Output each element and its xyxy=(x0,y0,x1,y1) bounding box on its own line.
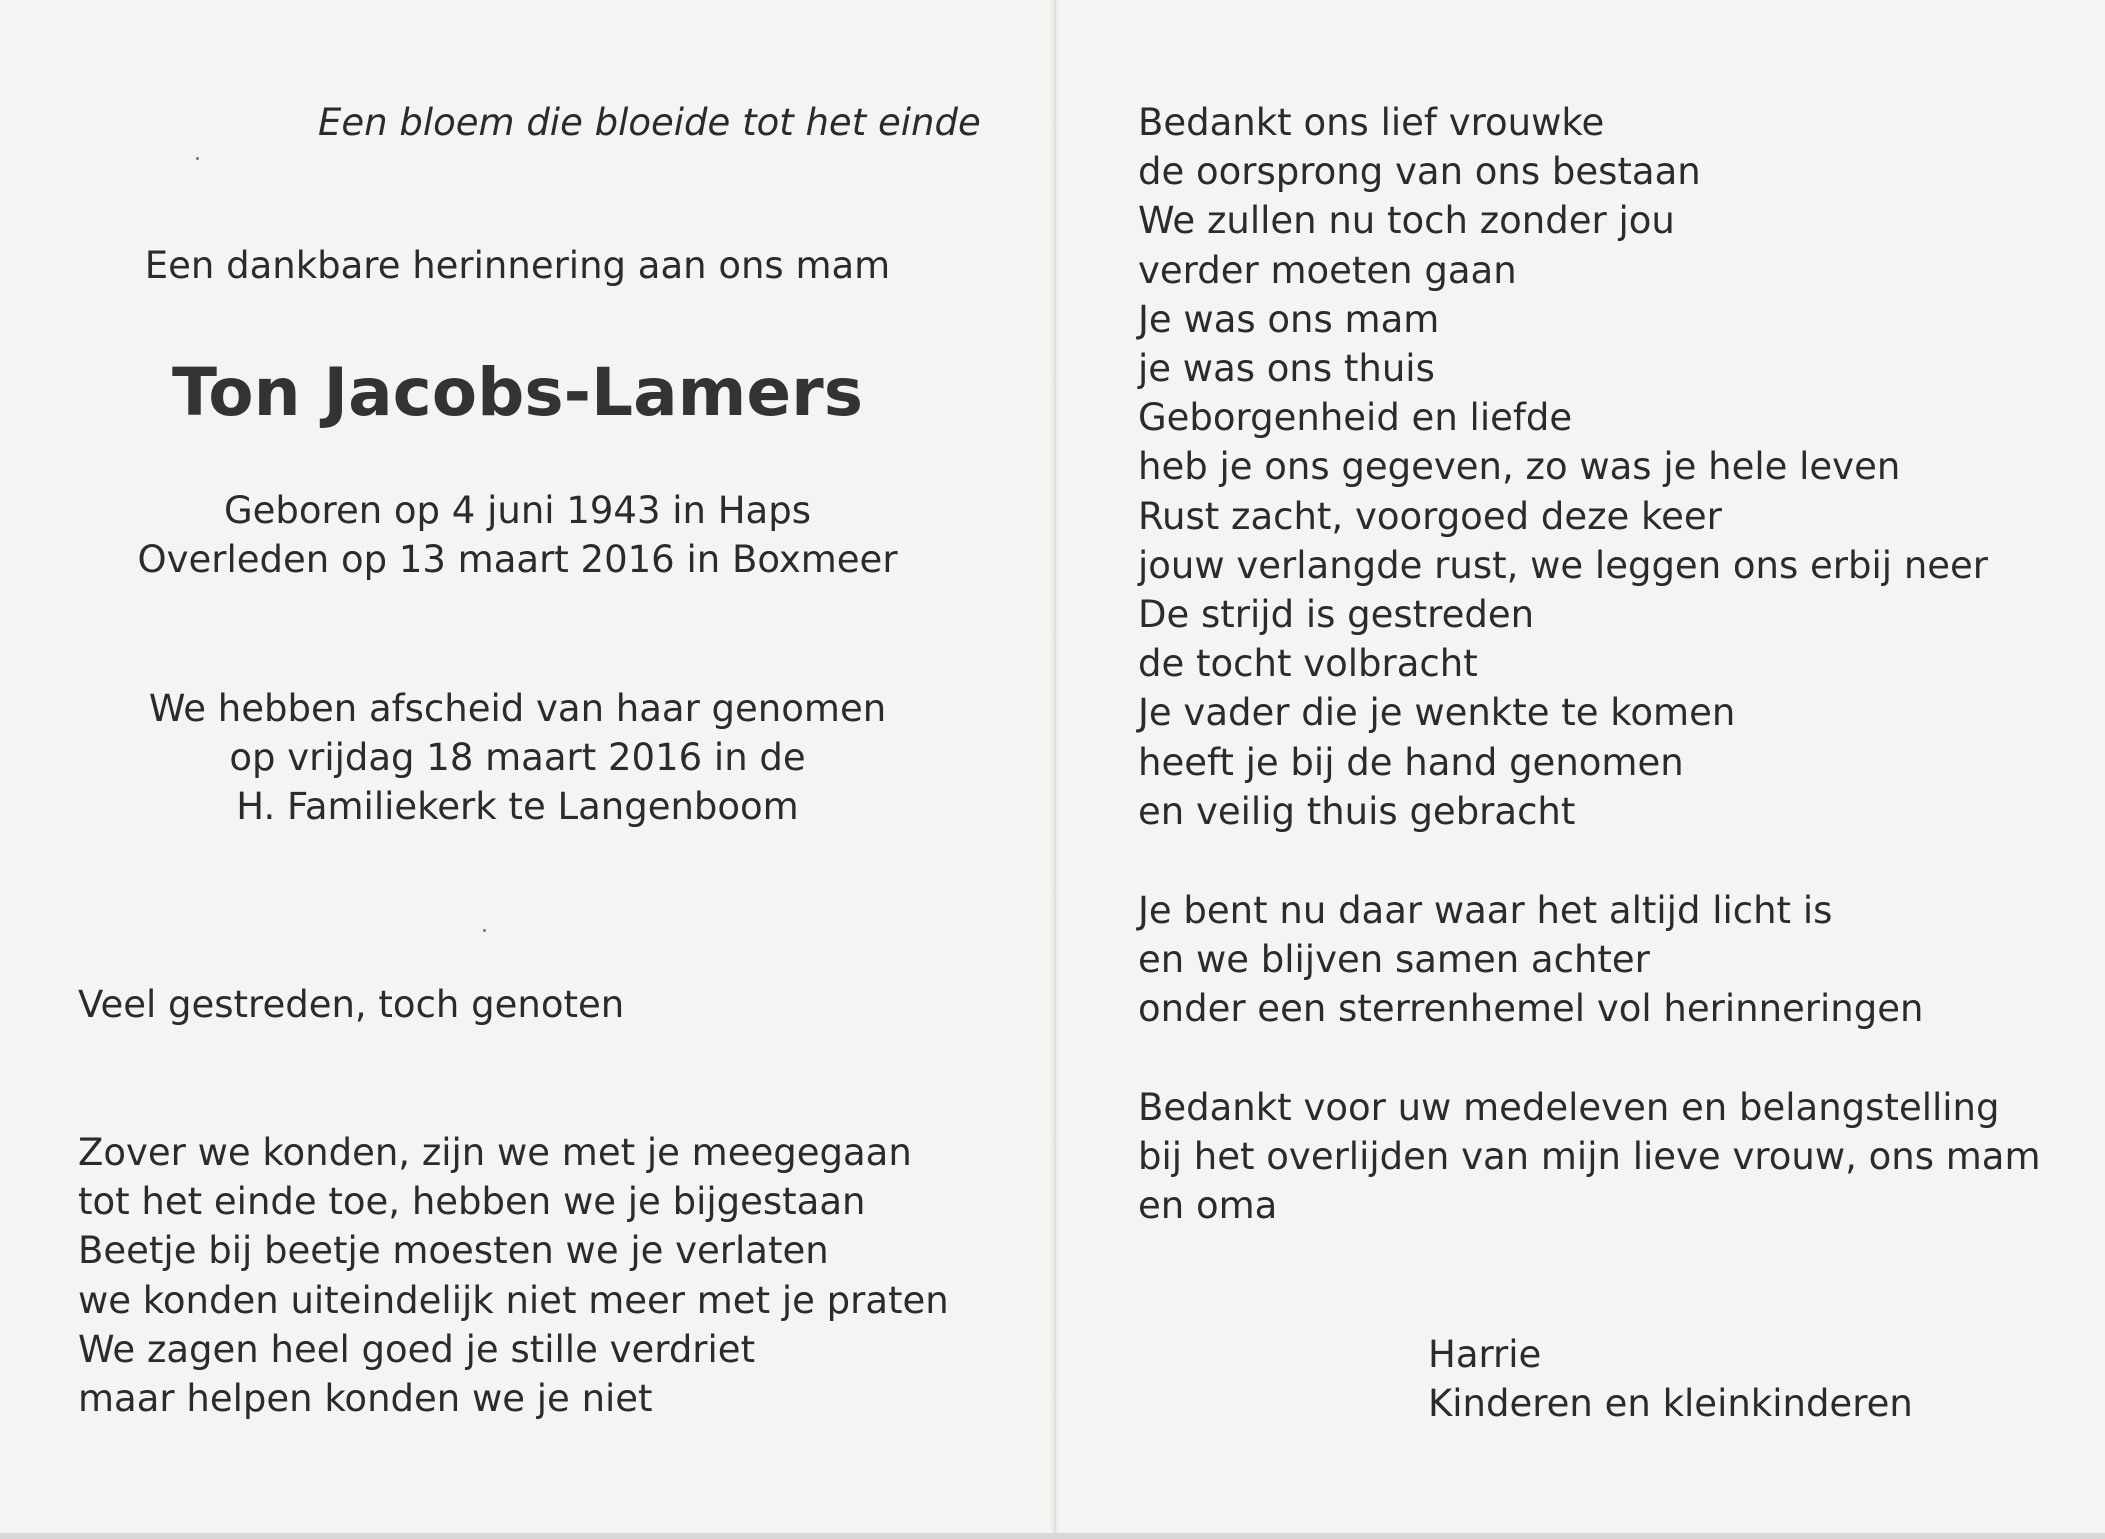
death-line: Overleden op 13 maart 2016 in Boxmeer xyxy=(137,538,898,581)
poem-line: heeft je bij de hand genomen xyxy=(1138,740,1684,784)
poem-line: Je bent nu daar waar het altijd licht is xyxy=(1138,889,1833,932)
thanks-line: en oma xyxy=(1138,1184,1278,1228)
poem-line: We zullen nu toch zonder jou xyxy=(1138,199,1675,243)
poem-line: Je was ons mam xyxy=(1138,297,1440,341)
poem-line: de oorsprong van ons bestaan xyxy=(1138,150,1701,194)
thanks-line: Bedankt voor uw medeleven en belangstelling xyxy=(1138,1086,2000,1129)
poem-line: jouw verlangde rust, we leggen ons erbij neer xyxy=(1138,543,1989,587)
farewell-block xyxy=(50,684,985,832)
birth-line: Geboren op 4 juni 1943 in Haps xyxy=(223,489,811,532)
card-fold-line xyxy=(1055,0,1056,1534)
deceased-name: Ton Jacobs-Lamers xyxy=(171,354,863,431)
signature-block xyxy=(1428,1330,1913,1428)
farewell-line: op vrijdag 18 maart 2016 in de xyxy=(229,736,806,780)
poem-line: onder een sterrenhemel vol herinneringen xyxy=(1138,987,1924,1031)
poem-line: en we blijven samen achter xyxy=(1138,938,1650,982)
poem-line: Rust zacht, voorgoed deze keer xyxy=(1138,494,1722,538)
poem-line: en veilig thuis gebracht xyxy=(1138,789,1576,833)
poem-line: Je vader die je wenkte te komen xyxy=(1138,691,1736,735)
farewell-line: We hebben afscheid van haar genomen xyxy=(148,687,887,730)
intro-line: Een dankbare herinnering aan ons mam xyxy=(144,244,891,287)
poem-line: Bedankt ons lief vrouwke xyxy=(1138,101,1605,144)
signature-line: Kinderen en kleinkinderen xyxy=(1428,1382,1913,1426)
thanks-line: bij het overlijden van mijn lieve vrouw, ons mam xyxy=(1138,1135,2041,1179)
scan-speck xyxy=(483,929,486,932)
motto-line: Een bloem die bloeide tot het einde xyxy=(318,101,981,144)
poem-line: tot het einde toe, hebben we je bijgestaan xyxy=(78,1180,866,1224)
farewell-line: H. Familiekerk te Langenboom xyxy=(236,785,799,829)
poem-line: je was ons thuis xyxy=(1138,347,1435,391)
poem-line: We zagen heel goed je stille verdriet xyxy=(78,1327,756,1371)
left-poem xyxy=(78,1128,949,1423)
right-poem-part1 xyxy=(1138,98,1988,836)
poem-line: Beetje bij beetje moesten we je verlaten xyxy=(78,1229,829,1273)
thanks-block xyxy=(1138,1083,2041,1231)
poem-line: Geborgenheid en liefde xyxy=(1138,396,1573,440)
poem-line: heb je ons gegeven, zo was je hele leven xyxy=(1138,445,1901,489)
poem-line: De strijd is gestreden xyxy=(1138,593,1535,637)
scan-speck xyxy=(196,157,199,160)
poem-line: Zover we konden, zijn we met je meegegaan xyxy=(78,1131,912,1174)
signature-line: Harrie xyxy=(1428,1333,1542,1376)
scan-bottom-edge xyxy=(0,1533,2105,1539)
poem-line: de tocht volbracht xyxy=(1138,642,1478,686)
poem-line: maar helpen konden we je niet xyxy=(78,1377,653,1421)
poem-line: we konden uiteindelijk niet meer met je praten xyxy=(78,1278,949,1322)
poem-line: verder moeten gaan xyxy=(1138,248,1517,292)
saying-line: Veel gestreden, toch genoten xyxy=(78,983,625,1026)
right-poem-part2 xyxy=(1138,886,1923,1034)
